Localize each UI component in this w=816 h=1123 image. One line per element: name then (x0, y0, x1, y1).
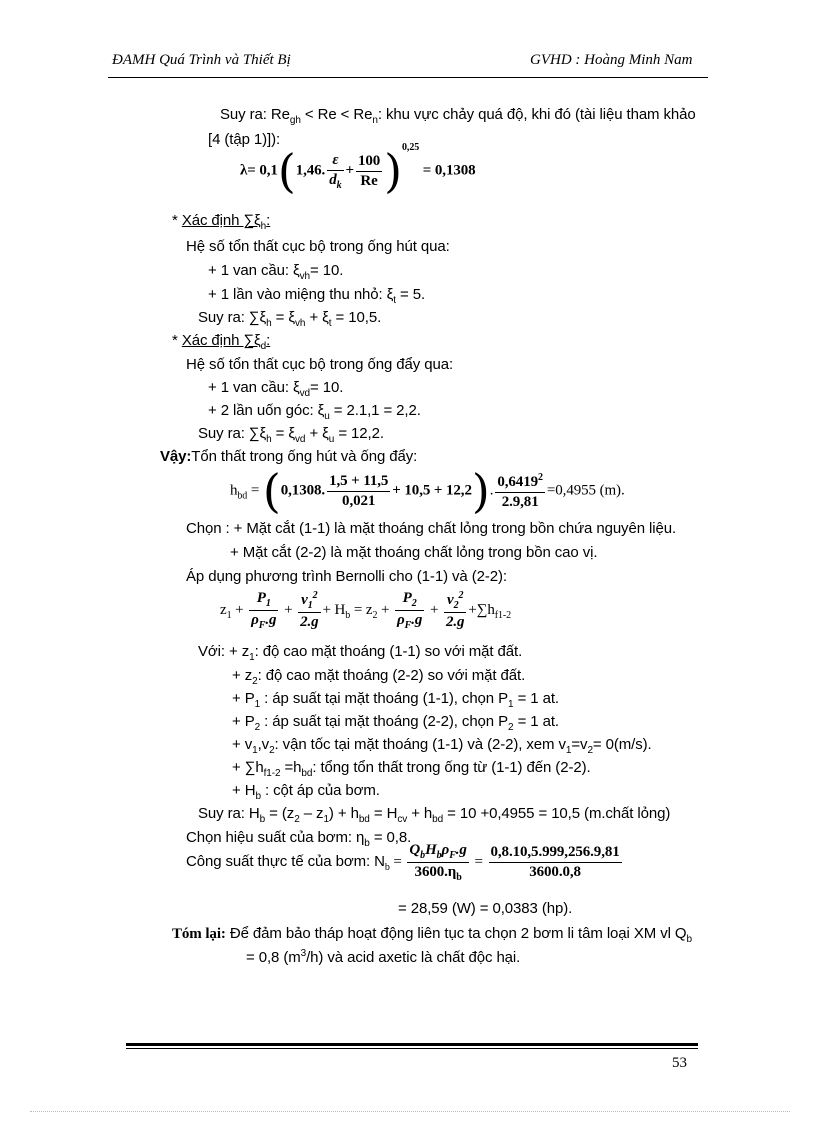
text-line: Suy ra: $\sum\xi_h = \xi_{vh} + \xi_t = 10,5$. (198, 309, 382, 329)
text-line: Suy ra: $H_b = (z_2 - z_1) + h_{bd} = H_{cv} + h_{bd} = 10 +0,4955 = 10,5$ (m.chất lỏng) (198, 805, 671, 825)
footer-rule-thin (126, 1048, 698, 1049)
text-line: Áp dụng phương trình Bernolli cho (1-1) và (2-2): (186, 568, 507, 585)
section-title: * Xác định $\sum\xi_h$: (172, 212, 271, 232)
text-line: Chọn hiệu suất của bơm: $\eta_b = 0,8$. (186, 829, 412, 849)
text-line: + $P_2$ : áp suất tại mặt thoáng (2-2), chọn $P_2 = 1$ at. (232, 713, 559, 733)
text-line: = 28,59 (W) = 0,0383 (hp). (398, 900, 573, 917)
text-line: + 1 van cầu: $\xi_{vh}= 10$. (208, 262, 344, 282)
text-line: Vậy:Tổn thất trong ống hút và ống đẩy: (160, 448, 418, 465)
text-line: Hệ số tổn thất cục bộ trong ống đẩy qua: (186, 356, 454, 373)
text-line: + $v_1,v_2$: vận tốc tại mặt thoáng (1-1) và (2-2), xem $v_1=v_2= 0(m/s)$. (232, 736, 652, 756)
text-line: Suy ra: $Re_{gh} < Re < Re_n$: khu vực chảy quá độ, khi đó (tài liệu tham khảo (220, 106, 696, 126)
section-title: * Xác định $\sum\xi_d$: (172, 332, 271, 352)
bernoulli-formula: $z_1$ + $\frac{P_1}{\rho_F.g}$ + $\frac{v_1^2}{2.g}$ + $H_b = z_2$ + $\frac{P_2}{\rho_F.g}$ + $\frac{v_2^2}{2.g}$ $+\sum h_{f1-2}$ (220, 590, 512, 631)
text-line: + $\sum h_{f1-2} =h_{bd}$: tổng tổn thất trong ống từ (1-1) đến (2-2). (232, 759, 591, 779)
text-line: Suy ra: $\sum\xi_h = \xi_{vd} + \xi_u = 12,2$. (198, 425, 384, 445)
text-line: Hệ số tổn thất cục bộ trong ống hút qua: (186, 238, 450, 255)
lambda-formula: λ= 0,1(1,46. $\frac{\varepsilon}{d_k}$ + $\frac{100}{Re}$ )$^{0,25}$ = 0,1308 (240, 142, 476, 198)
text-line: = 0,8 $(m^3/h)$ và acid axetic là chất độc hại. (246, 948, 521, 966)
text-line: Chọn : + Mặt cắt (1-1) là mặt thoáng chất lỏng trong bồn chứa nguyên liệu. (186, 520, 677, 537)
text-line: [4 (tập 1)]): (208, 131, 281, 148)
page-number: 53 (672, 1055, 687, 1071)
text-line: + 1 van cầu: $\xi_{vd}= 10$. (208, 379, 344, 399)
text-line: + $H_b$ : cột áp của bơm. (232, 782, 380, 802)
hbd-formula: $h_{bd} = (0,1308$. $\frac{1,5 + 11,5}{0,021}$ + 10,5 + 12,2). $\frac{0,6419^2}{2.9,81}$ =0,4955 (m). (230, 464, 625, 518)
text-line: + Mặt cắt (2-2) là mặt thoáng chất lỏng trong bồn cao vị. (230, 544, 598, 561)
header-left: ĐAMH Quá Trình và Thiết Bị (112, 52, 291, 68)
footer-rule (126, 1043, 698, 1046)
text-line: + $z_2$: độ cao mặt thoáng (2-2) so với mặt đất. (232, 667, 526, 687)
power-formula: Công suất thực tế của bơm: $N_b$ = $\frac{Q_bH_b\rho_F.g}{3600.\eta_b}$ = $\frac{0,8.10,5.999,256.9,81}{3600.0,8}$ (186, 842, 620, 883)
text-line: Tóm lại: Để đảm bảo tháp hoạt động liên tục ta chọn 2 bơm li tâm loại XM vl $Q_b$ (172, 925, 692, 945)
page-bottom-dots (30, 1111, 790, 1112)
header-right: GVHD : Hoàng Minh Nam (530, 52, 693, 68)
text-line: + 1 lần vào miệng thu nhỏ: $\xi_t = 5$. (208, 286, 426, 306)
header-rule (108, 77, 708, 78)
text-line: + 2 lần uốn góc: $\xi_u = 2.1,1 = 2,2$. (208, 402, 421, 422)
text-line: Với: + $z_1$: độ cao mặt thoáng (1-1) so với mặt đất. (198, 643, 523, 663)
text-line: + $P_1$ : áp suất tại mặt thoáng (1-1), chọn $P_1 = 1$ at. (232, 690, 559, 710)
